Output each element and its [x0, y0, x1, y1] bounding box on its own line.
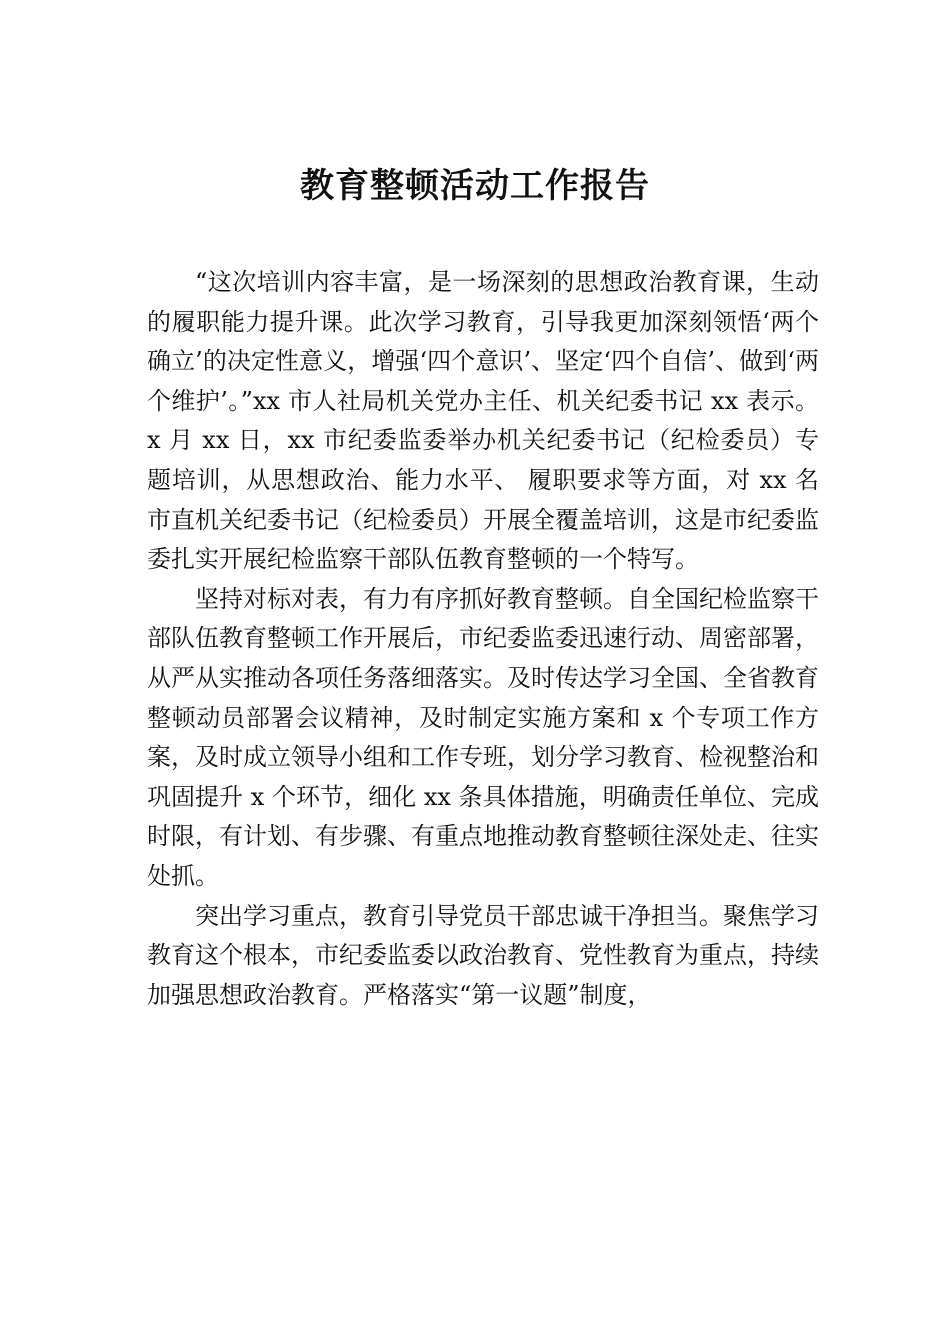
document-title: 教育整顿活动工作报告	[300, 166, 650, 206]
paragraph-1: “这次培训内容丰富，是一场深刻的思想政治教育课，生动的履职能力提升课。此次学习教育，引导我更加深刻领悟‘两个确立’的决定性意义，增强‘四个意识’、坚定‘四个自信’、做到‘两个维护’。”xx 市人社局机关党办主任、机关纪委书记 xx 表示。x 月 xx 日，xx 市纪委监委举办机关纪委书记（纪检委员）专题培训，从思想政治、能力水平、 履职要求等方面，对 xx 名市直机关纪委书记（纪检委员）开展全覆盖培训，这是市纪委监委扎实开展纪检监察干部队伍教育整顿的一个特写。	[147, 268, 819, 574]
paragraph-2: 坚持对标对表，有力有序抓好教育整顿。自全国纪检监察干部队伍教育整顿工作开展后，市纪委监委迅速行动、周密部署，从严从实推动各项任务落细落实。及时传达学习全国、全省教育整顿动员部署会议精神，及时制定实施方案和 x 个专项工作方案，及时成立领导小组和工作专班，划分学习教育、检视整治和巩固提升 x 个环节，细化 xx 条具体措施，明确责任单位、完成时限，有计划、有步骤、有重点地推动教育整顿往深处走、往实处抓。	[147, 584, 819, 890]
paragraph-3: 突出学习重点，教育引导党员干部忠诚干净担当。聚焦学习教育这个根本，市纪委监委以政治教育、党性教育为重点，持续加强思想政治教育。严格落实“第一议题”制度，	[147, 901, 819, 1009]
document-body	[147, 263, 819, 1015]
